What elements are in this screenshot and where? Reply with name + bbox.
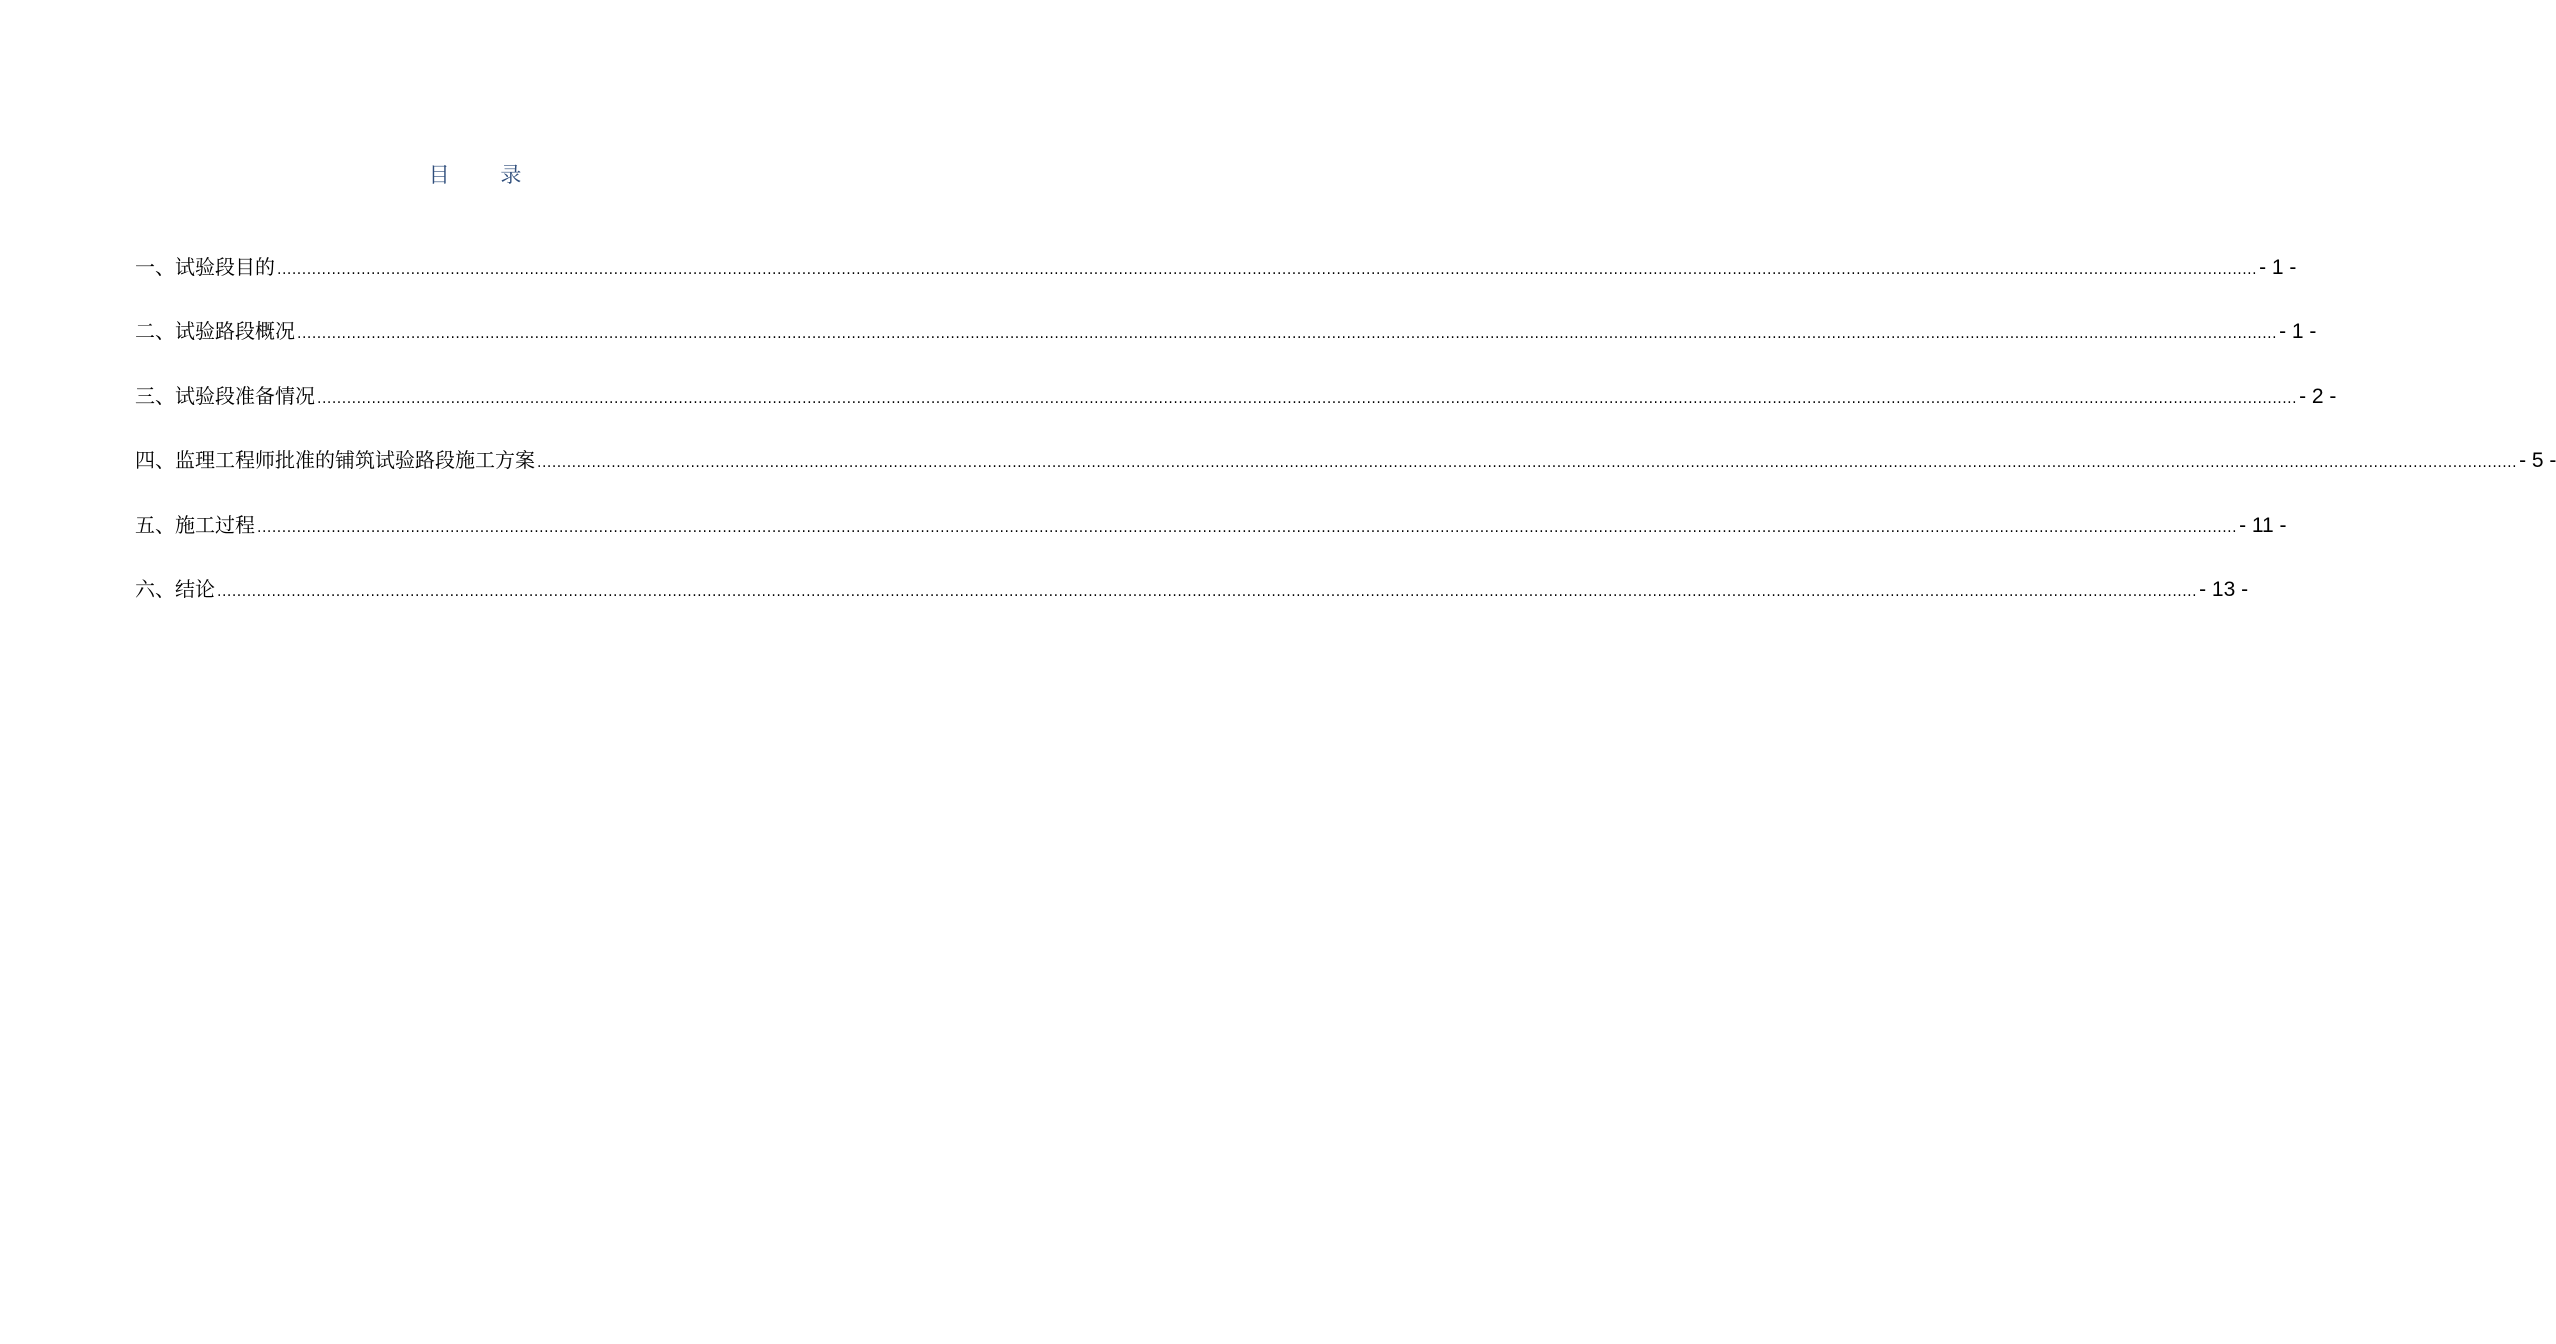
toc-entry-title: 施工过程 bbox=[175, 512, 255, 537]
toc-entry-number: 三、 bbox=[135, 383, 175, 408]
toc-dot-leader: ................................................................................................................................................................................................................................................................................................................................................................................................................ bbox=[537, 455, 2518, 472]
toc-dot-leader: ................................................................................................................................................................................................................................................................................................................................................................................................................ bbox=[217, 583, 2198, 600]
toc-list bbox=[135, 252, 2556, 638]
toc-dot-leader: ................................................................................................................................................................................................................................................................................................................................................................................................................ bbox=[277, 262, 2258, 278]
toc-entry[interactable] bbox=[135, 381, 2337, 411]
toc-entry-page: - 1 - bbox=[2259, 256, 2297, 279]
toc-entry-number: 四、 bbox=[135, 448, 175, 473]
toc-entry-number: 一、 bbox=[135, 255, 175, 279]
toc-entry-title: 监理工程师批准的铺筑试验路段施工方案 bbox=[175, 448, 535, 473]
toc-entry-page: - 11 - bbox=[2239, 513, 2287, 537]
toc-entry-number: 二、 bbox=[135, 319, 175, 344]
toc-dot-leader: ................................................................................................................................................................................................................................................................................................................................................................................................................ bbox=[317, 390, 2298, 407]
toc-entry[interactable] bbox=[135, 316, 2317, 346]
toc-entry-title: 试验段目的 bbox=[175, 255, 275, 279]
toc-entry-title: 试验段准备情况 bbox=[175, 383, 315, 408]
toc-entry[interactable] bbox=[135, 574, 2249, 604]
toc-entry[interactable] bbox=[135, 252, 2297, 282]
toc-title: 目 录 bbox=[428, 163, 544, 187]
toc-entry[interactable] bbox=[135, 445, 2556, 475]
toc-entry-page: - 2 - bbox=[2299, 384, 2337, 408]
toc-entry-page: - 13 - bbox=[2199, 577, 2249, 601]
toc-entry-page: - 1 - bbox=[2279, 320, 2317, 344]
toc-dot-leader: ................................................................................................................................................................................................................................................................................................................................................................................................................ bbox=[257, 519, 2238, 536]
toc-entry-number: 五、 bbox=[135, 512, 175, 537]
toc-entry-number: 六、 bbox=[135, 576, 175, 601]
toc-entry-title: 结论 bbox=[175, 576, 215, 601]
toc-entry-page: - 5 - bbox=[2519, 449, 2556, 473]
toc-entry[interactable] bbox=[135, 510, 2287, 540]
toc-dot-leader: ................................................................................................................................................................................................................................................................................................................................................................................................................ bbox=[297, 326, 2278, 343]
toc-entry-title: 试验路段概况 bbox=[175, 319, 295, 344]
